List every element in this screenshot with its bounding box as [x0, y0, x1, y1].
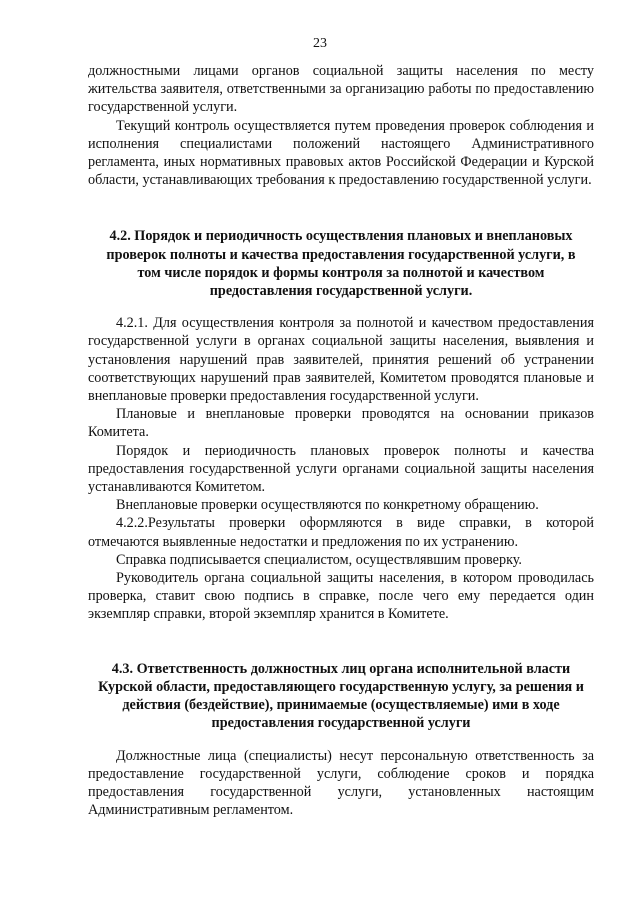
paragraph-4-2-2: 4.2.2.Результаты проверки оформляются в виде справки, в которой отмечаются выявленные недостатки и предложения по их устранению. [88, 515, 594, 550]
paragraph-check-order: Порядок и периодичность плановых проверок полноты и качества предоставления государственной услуги органами социальной защиты населения устанавливаются Комитетом. [88, 442, 594, 496]
paragraph-responsibility: Должностные лица (специалисты) несут персональную ответственность за предоставление государственной услуги, соблюдение сроков и порядка предоставления государственной услуги, установленных настоящим Административным регламентом. [88, 747, 594, 819]
spacer [88, 189, 594, 227]
spacer [88, 624, 594, 660]
paragraph-planned-checks: Плановые и внеплановые проверки проводятся на основании приказов Комитета. [88, 406, 594, 441]
paragraph-unplanned-checks: Внеплановые проверки осуществляются по конкретному обращению. [116, 497, 539, 514]
paragraph-signature: Справка подписывается специалистом, осуществлявшим проверку. [116, 551, 522, 568]
paragraph-current-control: Текущий контроль осуществляется путем проведения проверок соблюдения и исполнения специалистами положений настоящего Административного регламента, иных нормативных правовых актов Российской Федерации и Курской области, устанавливающих требования к предоставлению государственной услуги. [88, 117, 594, 189]
document-body [88, 62, 594, 819]
paragraph-head-signs: Руководитель органа социальной защиты населения, в котором проводилась проверка, ставит свою подпись в справке, после чего ему передается один экземпляр справки, второй экземпляр хранится в Комитете. [88, 570, 594, 623]
paragraph-continuation: должностными лицами органов социальной защиты населения по месту жительства заявителя, ответственными за организацию работы по предоставлению государственной услуги. [88, 63, 594, 116]
paragraph-4-2-1: 4.2.1. Для осуществления контроля за полнотой и качеством предоставления государственной услуги в органах социальной защиты населения, выявления и установления нарушений прав заявителей, принятия решений об устранении соответствующих нарушений прав заявителей, Комитетом проводятся плановые и внеплановые проверки предоставления государственной услуги. [88, 315, 594, 405]
spacer [88, 733, 594, 747]
spacer [88, 300, 594, 314]
section-heading-4-2: 4.2. Порядок и периодичность осуществления плановых и внеплановых проверок полноты и качества предоставления государственной услуги, в том числе порядок и формы контроля за полнотой и качеством предоставления государственной услуги. [106, 228, 576, 300]
section-heading-4-3: 4.3. Ответственность должностных лиц органа исполнительной власти Курской области, предоставляющего государственную услугу, за решения и действия (бездействие), принимаемые (осуществляемые) ими в ходе предоставления государственной услуги [98, 660, 584, 732]
page-number: 23 [313, 36, 327, 51]
